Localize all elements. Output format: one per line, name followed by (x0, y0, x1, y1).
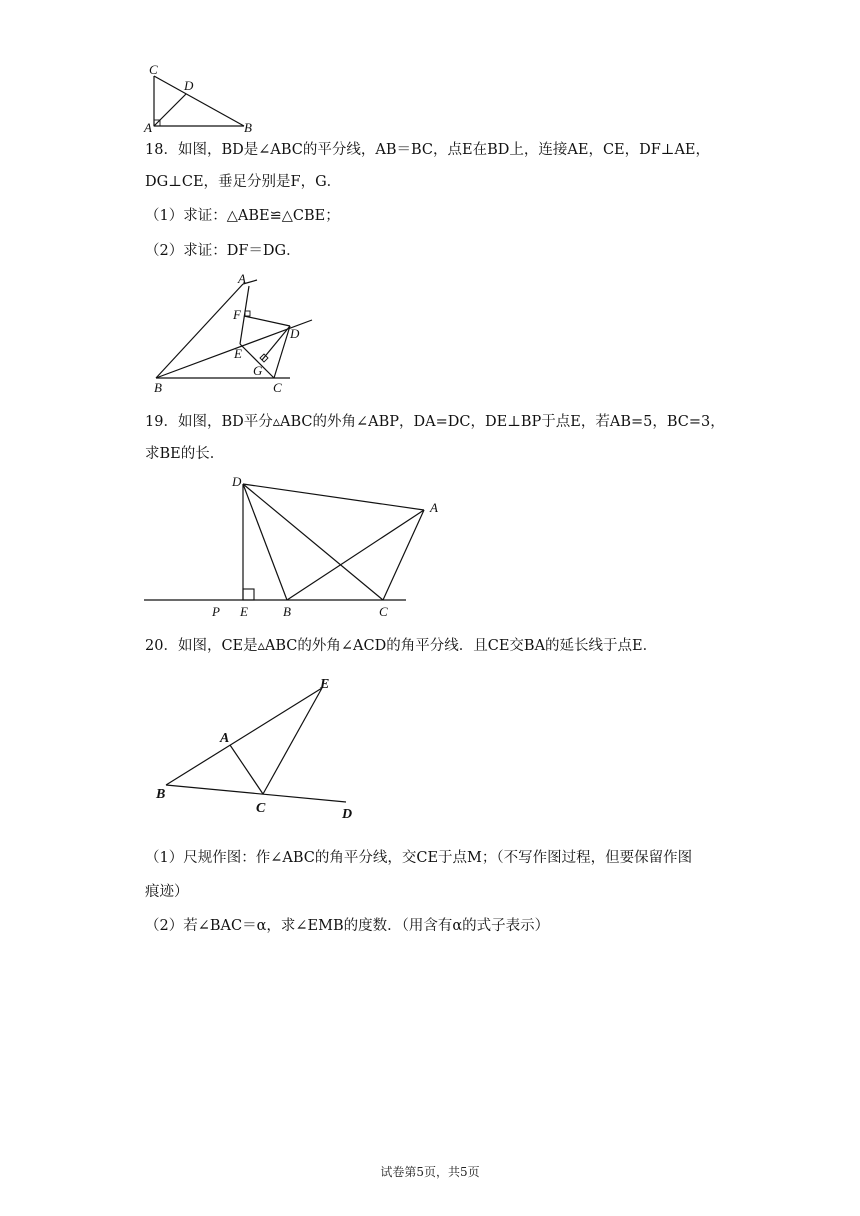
label-B: B (154, 380, 162, 395)
label-P: P (212, 604, 220, 619)
figure-17 (140, 62, 260, 134)
label-E: E (320, 677, 330, 692)
label-D: D (232, 474, 242, 489)
q18-line1: 18．如图，BD是∠ABC的平分线，AB＝BC，点E在BD上，连接AE，CE，DF⊥AE， (145, 142, 710, 158)
label-D: D (184, 78, 194, 93)
label-E: E (234, 346, 242, 361)
figure-18 (140, 268, 330, 400)
label-F: F (233, 307, 241, 322)
label-A: A (144, 120, 152, 134)
q20-part1-line1: （1）尺规作图：作∠ABC的角平分线，交CE于点M；（不写作图过程，但要保留作图 (145, 850, 693, 866)
label-E: E (240, 604, 248, 619)
label-C: C (256, 801, 266, 816)
label-C: C (273, 380, 282, 395)
q18-line2: DG⊥CE，垂足分别是F，G． (145, 174, 342, 190)
q20-part1-line2: 痕迹） (145, 884, 189, 900)
q20-line1: 20．如图，CE是▵ABC的外角∠ACD的角平分线．且CE交BA的延长线于点E． (145, 638, 658, 654)
label-A: A (238, 271, 246, 286)
q18-part2: （2）求证：DF＝DG． (145, 243, 301, 259)
figure-20 (140, 670, 380, 826)
q19-line2: 求BE的长． (145, 446, 225, 462)
label-G: G (253, 363, 263, 378)
label-A: A (430, 500, 438, 515)
label-B: B (156, 787, 166, 802)
label-D: D (342, 807, 353, 822)
figure-19 (140, 470, 460, 622)
label-A: A (220, 731, 230, 746)
label-D: D (290, 326, 300, 341)
label-B: B (283, 604, 291, 619)
label-C: C (149, 62, 158, 77)
page-footer: 试卷第5页，共5页 (380, 1165, 480, 1179)
label-B: B (244, 120, 252, 134)
q18-part1: （1）求证：△ABE≌△CBE； (145, 208, 340, 224)
q20-part2: （2）若∠BAC＝α，求∠EMB的度数．（用含有α的式子表示） (145, 918, 550, 934)
q19-line1: 19．如图，BD平分▵ABC的外角∠ABP，DA=DC，DE⊥BP于点E，若AB=5，BC=3， (145, 414, 725, 430)
label-C: C (379, 604, 388, 619)
